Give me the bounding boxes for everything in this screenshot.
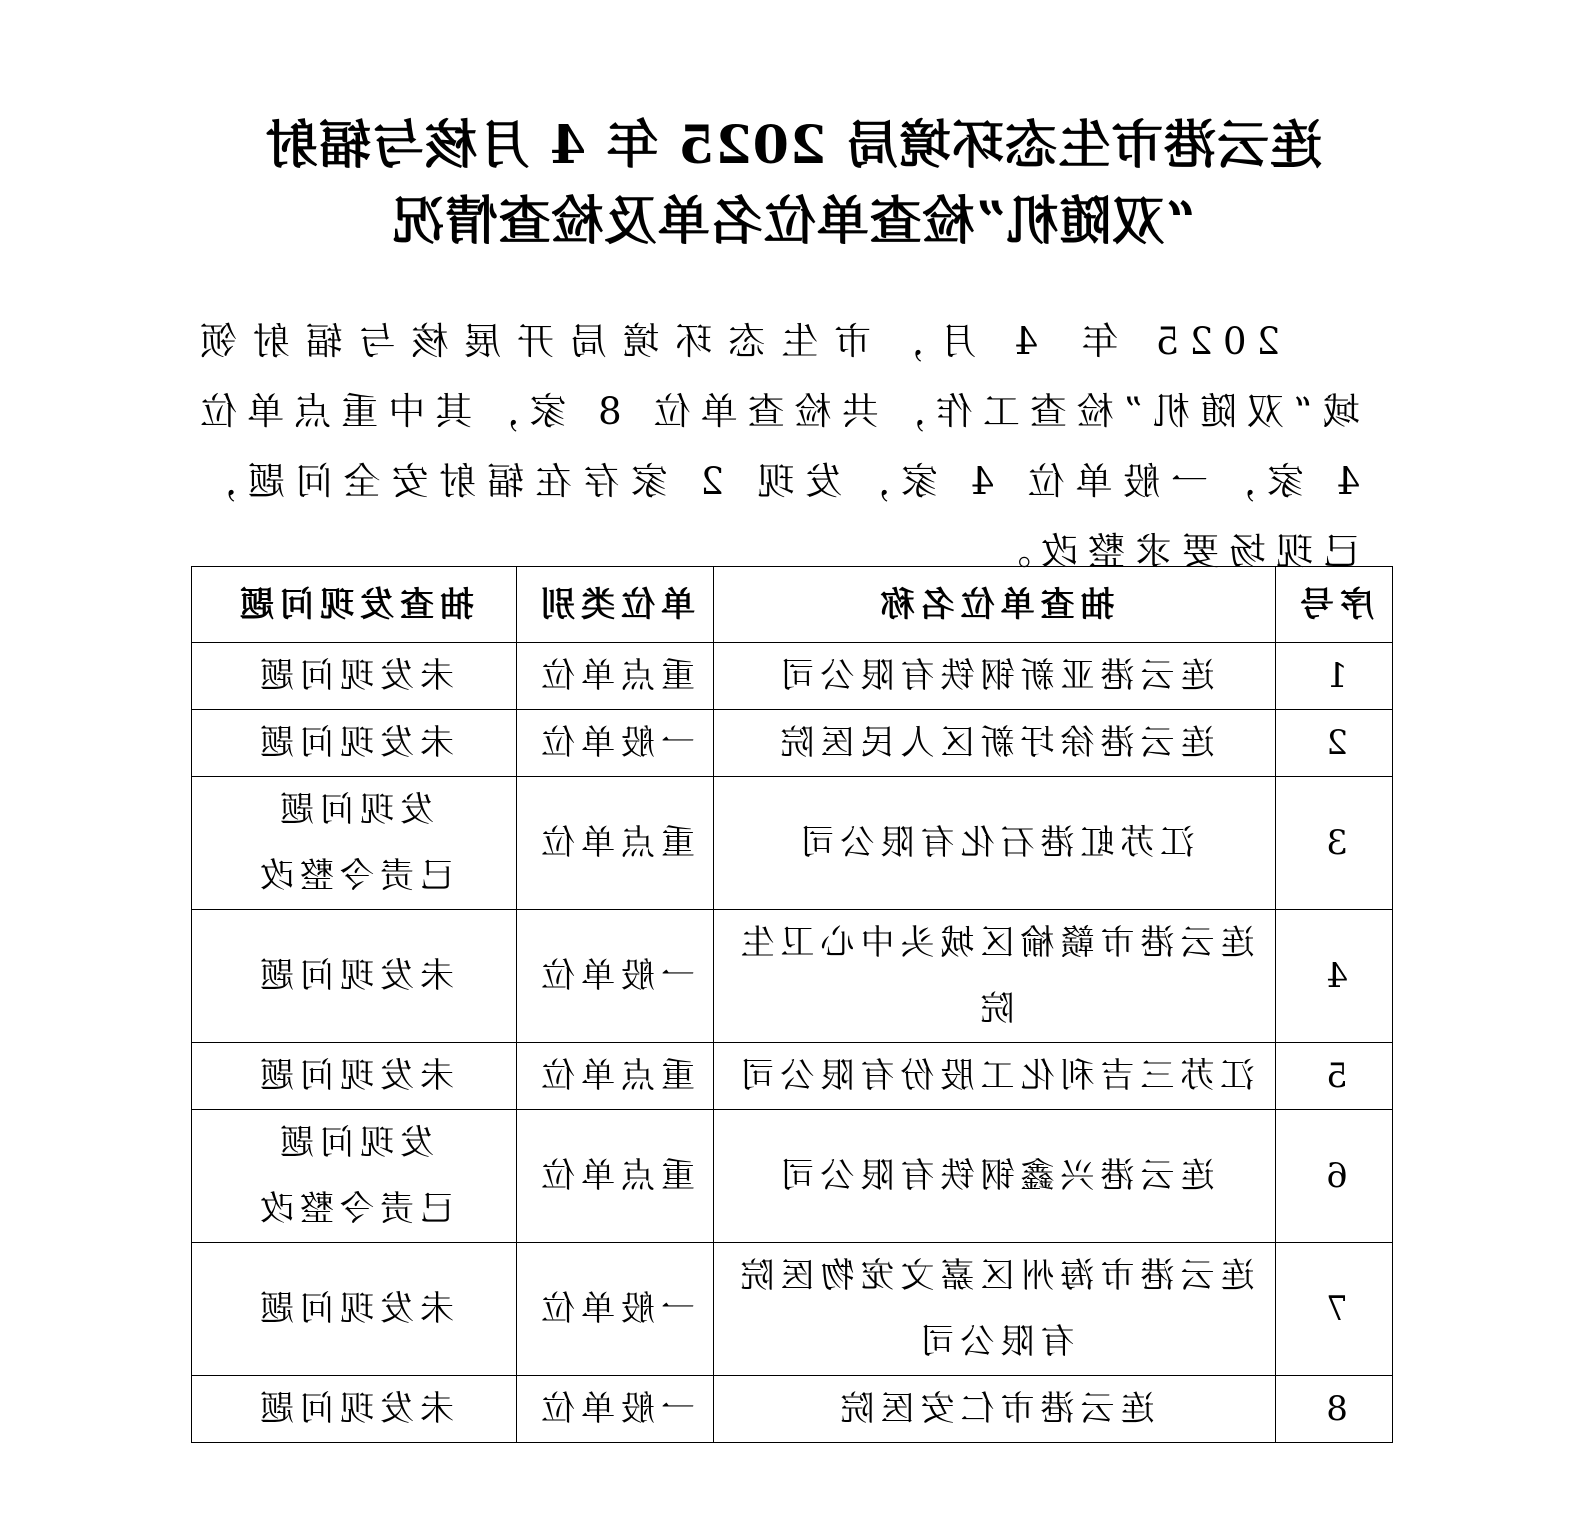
table-row xyxy=(192,910,1393,1043)
cell-issue-line: 发现问题 xyxy=(274,1123,434,1163)
table-header-row xyxy=(192,567,1393,643)
table-body xyxy=(192,643,1393,1443)
inspection-table xyxy=(191,566,1393,1443)
cell-issue-line: 未发现问题 xyxy=(254,1056,454,1096)
cell-issue-line: 未发现问题 xyxy=(254,1389,454,1429)
cell-unit-name xyxy=(714,910,1276,1043)
cell-seq: 5 xyxy=(1276,1043,1393,1110)
table-row xyxy=(192,777,1393,910)
cell-unit-name xyxy=(714,1243,1276,1376)
cell-issue-line: 已责令整改 xyxy=(254,1189,454,1229)
cell-issue-line: 发现问题 xyxy=(274,790,434,830)
cell-seq: 3 xyxy=(1276,777,1393,910)
cell-issue-line: 已责令整改 xyxy=(254,856,454,896)
cell-issue-line: 未发现问题 xyxy=(254,1289,454,1329)
cell-seq: 4 xyxy=(1276,910,1393,1043)
cell-unit-name xyxy=(714,643,1276,710)
cell-unit-type: 一般单位 xyxy=(517,910,714,1043)
cell-unit-type: 重点单位 xyxy=(517,1043,714,1110)
cell-unit-name-line: 有限公司 xyxy=(914,1322,1075,1362)
cell-issue xyxy=(192,910,517,1043)
table-row xyxy=(192,1110,1393,1243)
cell-unit-type: 一般单位 xyxy=(517,1243,714,1376)
cell-unit-name-line: 连云港兴鑫钢铁有限公司 xyxy=(774,1156,1215,1196)
cell-unit-type: 一般单位 xyxy=(517,710,714,777)
cell-issue xyxy=(192,1376,517,1443)
cell-seq: 8 xyxy=(1276,1376,1393,1443)
cell-issue xyxy=(192,1243,517,1376)
title-line-2: “双随机”检查单位名单及检查情况 xyxy=(391,191,1196,252)
document-title xyxy=(0,108,1587,260)
table-row xyxy=(192,1243,1393,1376)
cell-seq: 1 xyxy=(1276,643,1393,710)
cell-issue xyxy=(192,1043,517,1110)
cell-unit-name xyxy=(714,1110,1276,1243)
cell-issue xyxy=(192,1110,517,1243)
intro-paragraph xyxy=(190,307,1360,587)
cell-unit-name-line: 连云港亚新钢铁有限公司 xyxy=(774,656,1215,696)
cell-unit-type: 一般单位 xyxy=(517,1376,714,1443)
cell-unit-name xyxy=(714,1376,1276,1443)
cell-issue-line: 未发现问题 xyxy=(254,656,454,696)
cell-unit-type: 重点单位 xyxy=(517,1110,714,1243)
header-issue: 抽查发现问题 xyxy=(192,567,517,643)
cell-unit-name xyxy=(714,777,1276,910)
table-row xyxy=(192,710,1393,777)
table-row xyxy=(192,1376,1393,1443)
cell-unit-name-line: 连云港市赣榆区城头中心卫生院 xyxy=(734,923,1255,1029)
cell-issue xyxy=(192,777,517,910)
header-unit-name: 抽查单位名称 xyxy=(714,567,1276,643)
title-line-1: 连云港市生态环境局 2025 年 4 月核与辐射 xyxy=(264,115,1323,176)
cell-unit-name xyxy=(714,710,1276,777)
table-row xyxy=(192,643,1393,710)
cell-unit-type: 重点单位 xyxy=(517,777,714,910)
header-seq: 序号 xyxy=(1276,567,1393,643)
cell-unit-name-line: 连云港徐圩新区人民医院 xyxy=(774,723,1215,763)
cell-issue-line: 未发现问题 xyxy=(254,956,454,996)
table-row xyxy=(192,1043,1393,1110)
cell-issue xyxy=(192,643,517,710)
cell-unit-name-line: 连云港市仁安医院 xyxy=(834,1389,1155,1429)
header-unit-type: 单位类别 xyxy=(517,567,714,643)
cell-unit-name xyxy=(714,1043,1276,1110)
cell-issue-line: 未发现问题 xyxy=(254,723,454,763)
cell-seq: 7 xyxy=(1276,1243,1393,1376)
cell-unit-name-line: 江苏三吉利化工股份有限公司 xyxy=(734,1056,1255,1096)
cell-unit-name-line: 连云港市海州区嘉文宠物医院 xyxy=(734,1256,1255,1296)
cell-unit-name-line: 江苏虹港石化有限公司 xyxy=(794,823,1195,863)
intro-text: 2025 年 4 月，市生态环境局开展核与辐射领域“双随机”检查工作，共检查单位 8 家，其中重点单位 4 家，一般单位 4 家，发现 2 家存在辐射安全问题，已现场要求整改。 xyxy=(190,320,1360,573)
cell-unit-type: 重点单位 xyxy=(517,643,714,710)
cell-issue xyxy=(192,710,517,777)
cell-seq: 6 xyxy=(1276,1110,1393,1243)
cell-seq: 2 xyxy=(1276,710,1393,777)
